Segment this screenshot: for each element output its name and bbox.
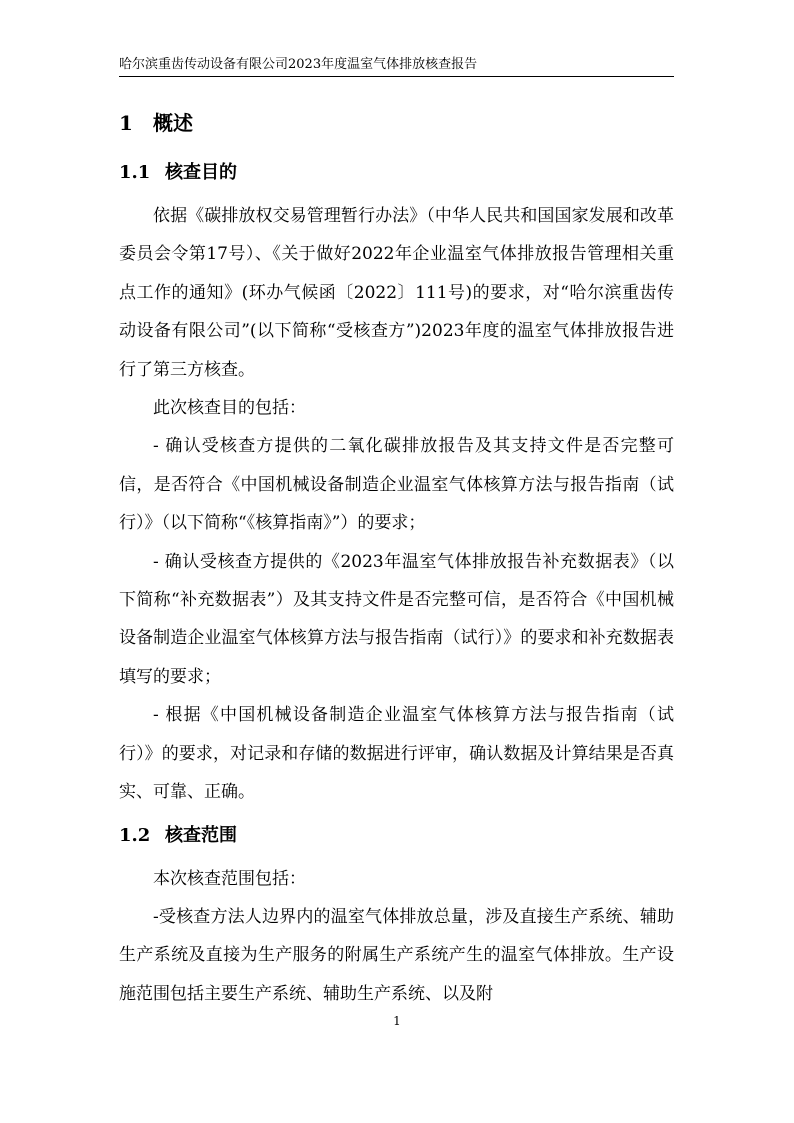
- section-1-2-title: 核查范围: [165, 824, 237, 846]
- section-1-2-heading: [119, 812, 674, 860]
- section-1-1-heading: [119, 149, 674, 197]
- list-item: - 确认受核查方提供的二氧化碳排放报告及其支持文件是否完整可信，是否符合《中国机械设备制造企业温室气体核算方法与报告指南（试行）》（以下简称“《核算指南》”）的要求；: [119, 436, 674, 534]
- header-rule: [119, 76, 674, 77]
- list-item: -受核查方法人边界内的温室气体排放总量，涉及直接生产系统、辅助生产系统及直接为生产服务的附属生产系统产生的温室气体排放。生产设施范围包括主要生产系统、辅助生产系统、以及附: [119, 906, 674, 1004]
- page-number: 1: [393, 1014, 401, 1028]
- list-item: - 根据《中国机械设备制造企业温室气体核算方法与报告指南（试行）》的要求，对记录和存储的数据进行评审，确认数据及计算结果是否真实、可靠、正确。: [119, 705, 674, 803]
- list-item: - 确认受核查方提供的《2023年温室气体排放报告补充数据表》（以下简称“补充数据表”）及其支持文件是否完整可信，是否符合《中国机械设备制造企业温室气体核算方法与报告指南（试行）》的要求和补充数据表填写的要求；: [119, 551, 674, 687]
- section-1-heading: [119, 103, 674, 143]
- page-header: 哈尔滨重齿传动设备有限公司2023年度温室气体排放核查报告: [119, 57, 478, 72]
- paragraph: 本次核查范围包括：: [153, 868, 306, 889]
- section-1-title: 概述: [153, 111, 193, 135]
- section-1-1-title: 核查目的: [165, 162, 237, 183]
- page-content: [119, 103, 674, 1013]
- section-1-number: 1: [119, 111, 133, 135]
- section-1-1-number: 1.1: [119, 162, 151, 183]
- paragraph: 依据《碳排放权交易管理暂行办法》（中华人民共和国国家发展和改革委员会令第17号）、《关于做好2022年企业温室气体排放报告管理相关重点工作的通知》(环办气候函〔2022〕111号)的要求，对“哈尔滨重齿传动设备有限公司”(以下简称“受核查方”)2023年度的温室气体排放报告进行了第三方核查。: [119, 206, 674, 380]
- section-1-2-number: 1.2: [119, 824, 151, 846]
- paragraph: 此次核查目的包括：: [153, 398, 306, 419]
